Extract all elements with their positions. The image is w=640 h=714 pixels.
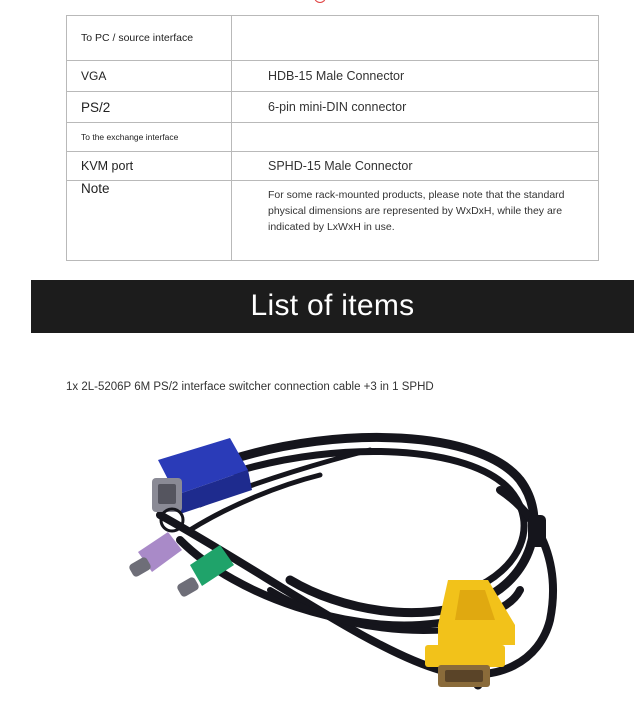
spec-key: To the exchange interface — [67, 123, 232, 152]
spec-value: For some rack-mounted products, please note that the standard physical dimensions are represented by WxDxH, while they are indicated by LxWxH in use. — [232, 181, 599, 261]
spec-value — [232, 123, 599, 152]
table-row — [67, 61, 599, 92]
item-description: 1x 2L-5206P 6M PS/2 interface switcher connection cable +3 in 1 SPHD — [66, 381, 434, 393]
ferrite-core-icon — [528, 515, 546, 547]
section-banner — [31, 280, 634, 333]
spec-value: HDB-15 Male Connector — [232, 61, 599, 92]
spec-key: PS/2 — [67, 92, 232, 123]
spec-table — [66, 15, 599, 261]
table-row — [67, 92, 599, 123]
table-row — [67, 16, 599, 61]
table-row — [67, 181, 599, 261]
spec-value: 6-pin mini-DIN connector — [232, 92, 599, 123]
red-mark-decoration — [314, 0, 326, 3]
spec-key: To PC / source interface — [67, 16, 232, 61]
spec-key: Note — [67, 181, 232, 261]
spec-value — [232, 16, 599, 61]
spec-value: SPHD-15 Male Connector — [232, 152, 599, 181]
kvm-cable-icon — [120, 420, 560, 714]
spec-key: VGA — [67, 61, 232, 92]
spec-key: KVM port — [67, 152, 232, 181]
table-row — [67, 152, 599, 181]
section-heading: List of items — [250, 289, 415, 322]
table-row — [67, 123, 599, 152]
